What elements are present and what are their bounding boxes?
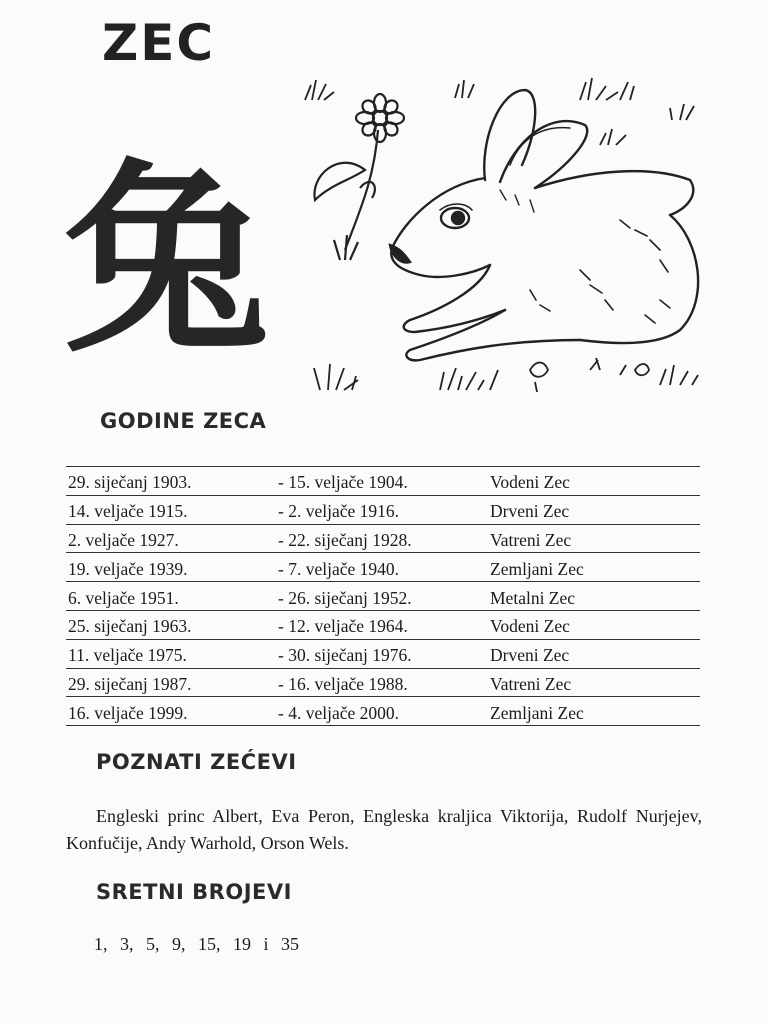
- sign-cell: Vodeni Zec: [490, 616, 570, 637]
- year-start-cell: 11. veljače 1975.: [68, 645, 187, 666]
- year-start-cell: 2. veljače 1927.: [68, 529, 179, 550]
- year-end-cell: - 15. veljače 1904.: [278, 472, 408, 493]
- flower-drawing-icon: [314, 94, 404, 260]
- table-row: [66, 582, 700, 611]
- year-end-cell: - 30. siječanj 1976.: [278, 645, 412, 666]
- page-title: ZEC: [102, 14, 216, 72]
- sign-cell: Vatreni Zec: [490, 673, 572, 694]
- years-table: [66, 466, 700, 726]
- table-row: [66, 524, 700, 553]
- table-row: [66, 697, 700, 726]
- sign-cell: Drveni Zec: [490, 501, 570, 522]
- illustration: [60, 70, 710, 410]
- rabbit-glyph: 兔: [64, 143, 269, 381]
- year-start-cell: 16. veljače 1999.: [68, 702, 188, 723]
- year-start-cell: 29. siječanj 1903.: [68, 472, 192, 493]
- year-end-cell: - 7. veljače 1940.: [278, 558, 399, 579]
- table-row: [66, 467, 700, 496]
- lucky-heading: SRETNI BROJEVI: [96, 880, 292, 904]
- year-end-cell: - 22. siječanj 1928.: [278, 529, 412, 550]
- table-row: [66, 668, 700, 697]
- sign-cell: Vatreni Zec: [490, 529, 572, 550]
- year-end-cell: - 12. veljače 1964.: [278, 616, 408, 637]
- year-start-cell: 6. veljače 1951.: [68, 587, 179, 608]
- year-end-cell: - 4. veljače 2000.: [278, 702, 399, 723]
- famous-text: Engleski princ Albert, Eva Peron, Engleska kraljica Viktorija, Rudolf Nurjejev, Konfučije, Andy Warhold, Orson Wels.: [66, 806, 702, 853]
- sign-cell: Zemljani Zec: [490, 558, 584, 579]
- years-heading: GODINE ZECA: [100, 409, 267, 433]
- year-end-cell: - 26. siječanj 1952.: [278, 587, 412, 608]
- table-row: [66, 639, 700, 668]
- year-start-cell: 29. siječanj 1987.: [68, 673, 192, 694]
- year-end-cell: - 2. veljače 1916.: [278, 501, 399, 522]
- table-row: [66, 553, 700, 582]
- sign-cell: Drveni Zec: [490, 645, 570, 666]
- sign-cell: Vodeni Zec: [490, 472, 570, 493]
- chinese-rabbit-character-icon: [64, 143, 269, 381]
- year-end-cell: - 16. veljače 1988.: [278, 673, 408, 694]
- table-row: [66, 495, 700, 524]
- lucky-numbers: 1, 3, 5, 9, 15, 19 i 35: [94, 934, 300, 954]
- sign-cell: Zemljani Zec: [490, 702, 584, 723]
- rabbit-drawing-icon: [390, 90, 698, 360]
- year-start-cell: 25. siječanj 1963.: [68, 616, 192, 637]
- famous-heading: POZNATI ZEĆEVI: [96, 750, 297, 774]
- year-start-cell: 19. veljače 1939.: [68, 558, 188, 579]
- year-start-cell: 14. veljače 1915.: [68, 501, 188, 522]
- table-row: [66, 610, 700, 639]
- sign-cell: Metalni Zec: [490, 587, 576, 608]
